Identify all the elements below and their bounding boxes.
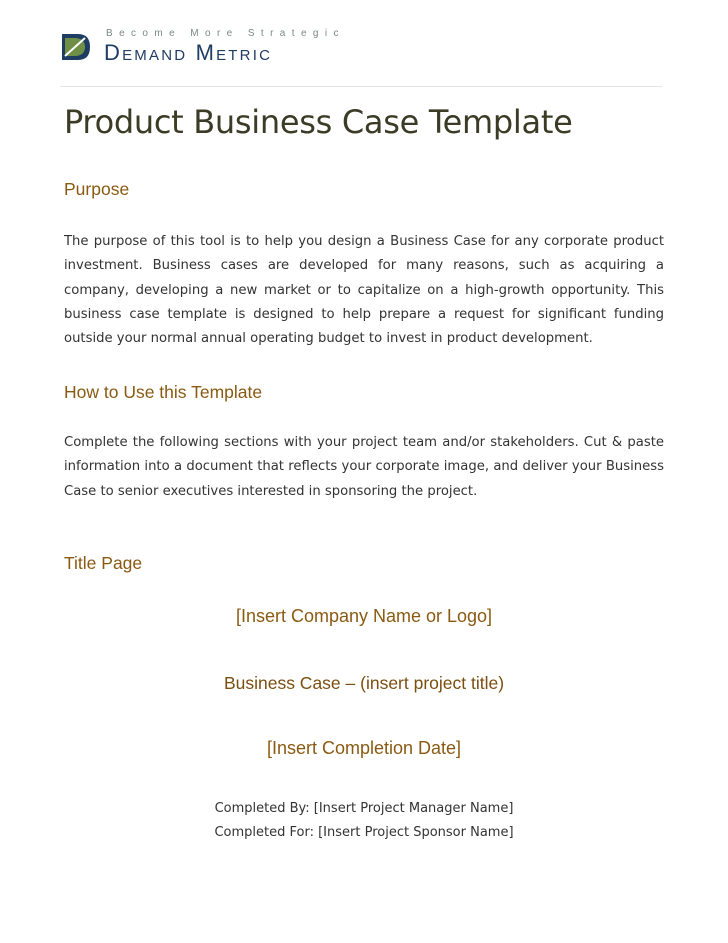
header-divider: [60, 86, 662, 87]
purpose-paragraph: The purpose of this tool is to help you design a Business Case for any corporate product investment. Business cases are developed for many reasons, such as acquiring a company, developing a new market or to capitalize on a high-growth opportunity. This business case template is designed to help prepare a request for significant funding outside your normal annual operating budget to invest in product development.: [64, 234, 664, 347]
completed-by-line: Completed By: [Insert Project Manager Name]: [214, 801, 514, 816]
business-case-line: Business Case – (insert project title): [223, 673, 505, 693]
page-title: Product Business Case Template: [64, 103, 573, 141]
tagline: Become More Strategic: [106, 28, 345, 39]
demand-metric-logo-icon: [60, 30, 94, 64]
brand-logo: [60, 28, 360, 68]
purpose-heading: Purpose: [64, 179, 130, 199]
brand-name: Demand Metric: [104, 40, 273, 65]
title-page-heading: Title Page: [64, 553, 143, 573]
how-to-paragraph: Complete the following sections with your project team and/or stakeholders. Cut & paste information into a document that reflects your corporate image, and deliver your Business Case to senior executives interested in sponsoring the project.: [64, 435, 664, 499]
how-to-heading: How to Use this Template: [64, 382, 263, 402]
company-placeholder: [Insert Company Name or Logo]: [235, 606, 493, 626]
completion-date-placeholder: [Insert Completion Date]: [266, 738, 462, 758]
completed-for-line: Completed For: [Insert Project Sponsor Name]: [214, 825, 514, 840]
